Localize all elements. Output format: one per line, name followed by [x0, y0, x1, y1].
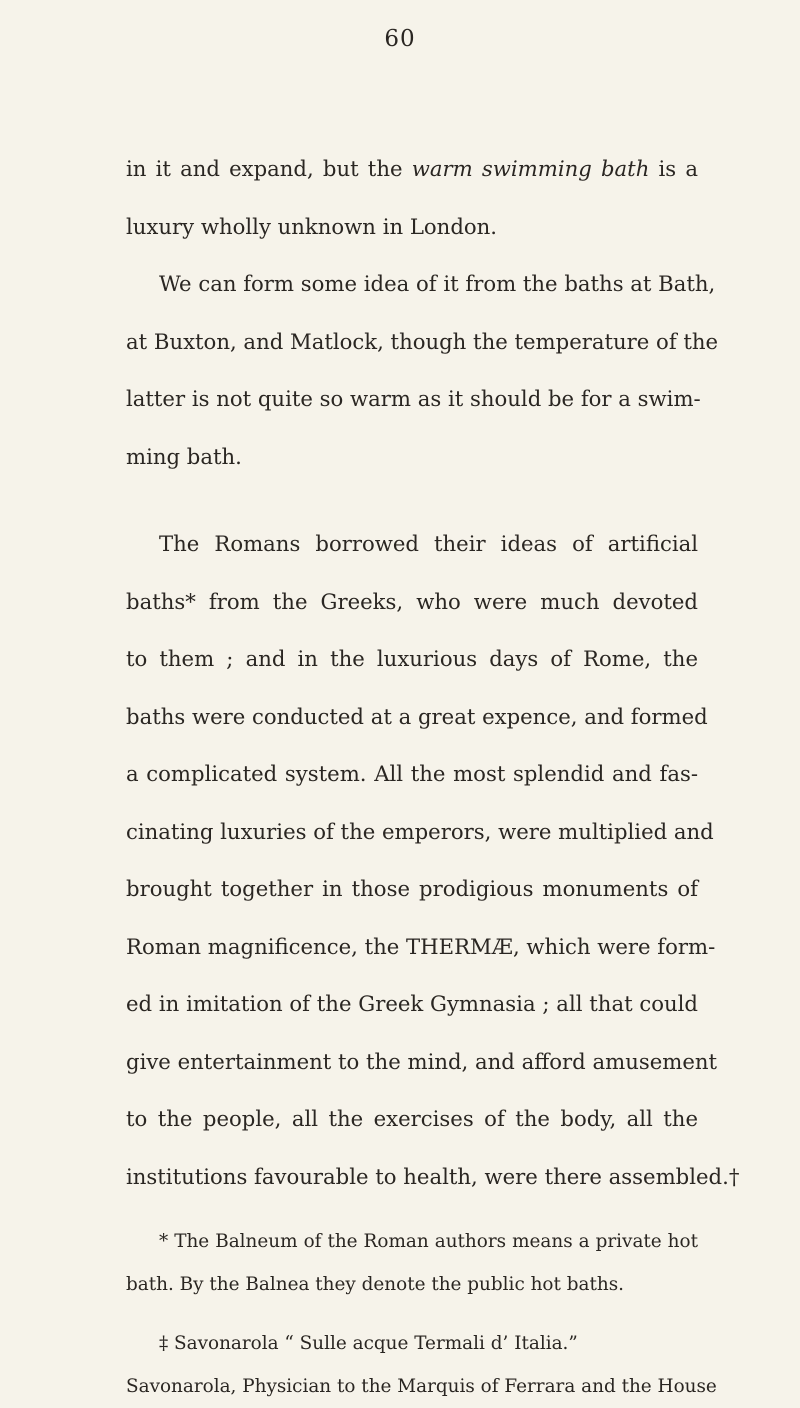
text-line: a complicated system. All the most splendid and fas- [126, 761, 698, 786]
text-line: baths* from the Greeks, who were much devoted [126, 588, 698, 614]
text-line: luxury wholly unknown in London. [126, 213, 498, 239]
italic-phrase: warm swimming bath [411, 156, 650, 181]
text-line: Roman magnificence, the THERMÆ, which were form- [126, 933, 716, 959]
text-line: The Romans borrowed their ideas of artificial [159, 531, 698, 556]
text-line: We can form some idea of it from the baths at Bath, [159, 271, 716, 296]
page-number: 60 [384, 26, 416, 52]
text-line: latter is not quite so warm as it should be for a swim- [126, 386, 701, 411]
text-line: at Buxton, and Matlock, though the temperature of the [126, 328, 719, 354]
paragraph-2 [126, 255, 719, 485]
footnote-line: ‡ Savonarola “ Sulle acque Termali d’ Italia.” [159, 1333, 578, 1354]
text-line: give entertainment to the mind, and afford amusement [126, 1048, 718, 1074]
text-line [126, 140, 698, 198]
footnote-line: bath. By the Balnea they denote the public hot baths. [126, 1274, 624, 1295]
text-line: to them ; and in the luxurious days of Rome, the [126, 646, 698, 671]
footnote-line: Savonarola, Physician to the Marquis of Ferrara and the House [126, 1376, 717, 1397]
text-line: brought together in those prodigious monuments of [126, 876, 698, 901]
text-line: baths were conducted at a great expence, and formed [126, 703, 708, 729]
text-line: to the people, all the exercises of the body, all the [126, 1106, 698, 1131]
text-line: cinating luxuries of the emperors, were multiplied and [126, 818, 714, 844]
paragraph-3 [126, 515, 740, 1205]
paragraph-1 [126, 140, 698, 255]
text-line: institutions favourable to health, were there assembled.† [126, 1163, 740, 1189]
text-segment: is a [649, 156, 698, 181]
footnote-line: * The Balneum of the Roman authors means a private hot [159, 1231, 698, 1252]
text-line: ming bath. [126, 443, 242, 469]
text-segment: in it and expand, but the [126, 156, 412, 181]
footnotes [126, 1220, 717, 1408]
text-line: ed in imitation of the Greek Gymnasia ; all that could [126, 991, 698, 1016]
